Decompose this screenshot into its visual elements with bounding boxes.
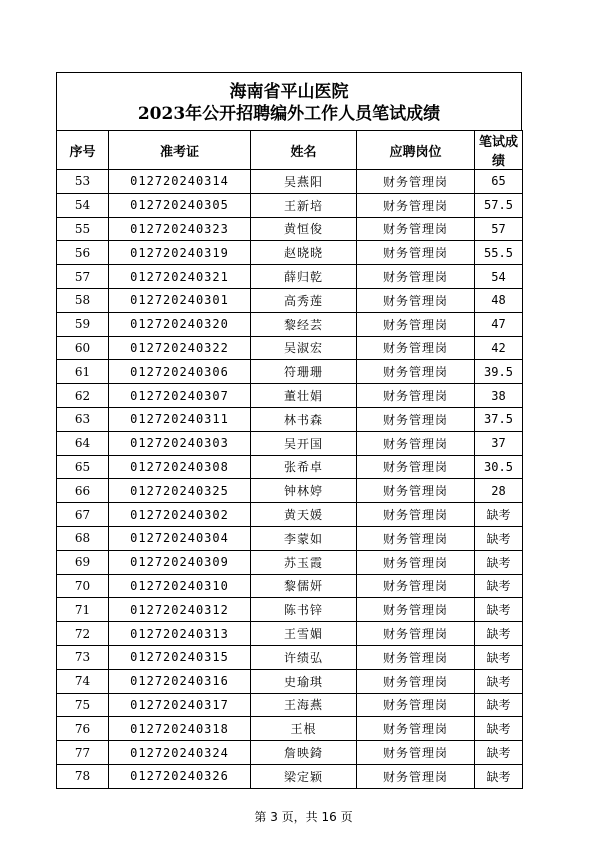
cell-seq: 62 <box>57 384 109 408</box>
table-row <box>57 741 523 765</box>
cell-position: 财务管理岗 <box>357 645 475 669</box>
cell-exam-id: 012720240306 <box>109 360 251 384</box>
cell-score: 缺考 <box>475 598 523 622</box>
cell-score: 缺考 <box>475 503 523 527</box>
cell-name: 史瑜琪 <box>251 669 357 693</box>
table-row <box>57 193 523 217</box>
cell-seq: 67 <box>57 503 109 527</box>
cell-exam-id: 012720240324 <box>109 741 251 765</box>
cell-position: 财务管理岗 <box>357 431 475 455</box>
cell-name: 吴淑宏 <box>251 336 357 360</box>
cell-seq: 70 <box>57 574 109 598</box>
cell-seq: 57 <box>57 265 109 289</box>
cell-position: 财务管理岗 <box>357 193 475 217</box>
cell-score: 47 <box>475 312 523 336</box>
cell-exam-id: 012720240318 <box>109 717 251 741</box>
cell-seq: 60 <box>57 336 109 360</box>
cell-position: 财务管理岗 <box>357 741 475 765</box>
cell-name: 吴开国 <box>251 431 357 455</box>
cell-name: 李蒙如 <box>251 526 357 550</box>
cell-name: 王海燕 <box>251 693 357 717</box>
table-row <box>57 598 523 622</box>
table-row <box>57 241 523 265</box>
cell-position: 财务管理岗 <box>357 574 475 598</box>
cell-score: 39.5 <box>475 360 523 384</box>
cell-score: 42 <box>475 336 523 360</box>
cell-name: 许绩弘 <box>251 645 357 669</box>
cell-seq: 54 <box>57 193 109 217</box>
cell-score: 38 <box>475 384 523 408</box>
cell-position: 财务管理岗 <box>357 526 475 550</box>
cell-seq: 66 <box>57 479 109 503</box>
header-seq: 序号 <box>57 131 109 170</box>
cell-position: 财务管理岗 <box>357 217 475 241</box>
cell-exam-id: 012720240326 <box>109 764 251 788</box>
header-name: 姓名 <box>251 131 357 170</box>
cell-name: 薛归乾 <box>251 265 357 289</box>
table-header-row <box>57 131 523 170</box>
cell-exam-id: 012720240321 <box>109 265 251 289</box>
cell-score: 缺考 <box>475 669 523 693</box>
table-row <box>57 217 523 241</box>
cell-seq: 77 <box>57 741 109 765</box>
cell-exam-id: 012720240308 <box>109 455 251 479</box>
page-number: 第 3 页，共 16 页 <box>254 810 353 824</box>
cell-seq: 59 <box>57 312 109 336</box>
cell-score: 缺考 <box>475 693 523 717</box>
cell-exam-id: 012720240302 <box>109 503 251 527</box>
cell-seq: 72 <box>57 622 109 646</box>
table-row <box>57 336 523 360</box>
cell-name: 林书森 <box>251 407 357 431</box>
cell-position: 财务管理岗 <box>357 288 475 312</box>
cell-position: 财务管理岗 <box>357 407 475 431</box>
cell-position: 财务管理岗 <box>357 455 475 479</box>
cell-name: 赵晓晓 <box>251 241 357 265</box>
table-row <box>57 170 523 194</box>
cell-score: 57 <box>475 217 523 241</box>
table-row <box>57 265 523 289</box>
cell-seq: 75 <box>57 693 109 717</box>
cell-position: 财务管理岗 <box>357 622 475 646</box>
table-row <box>57 479 523 503</box>
table-row <box>57 431 523 455</box>
cell-position: 财务管理岗 <box>357 479 475 503</box>
cell-score: 37.5 <box>475 407 523 431</box>
table-row <box>57 526 523 550</box>
cell-seq: 53 <box>57 170 109 194</box>
table-body <box>57 170 523 789</box>
cell-name: 黄恒俊 <box>251 217 357 241</box>
cell-seq: 76 <box>57 717 109 741</box>
cell-exam-id: 012720240311 <box>109 407 251 431</box>
cell-name: 符珊珊 <box>251 360 357 384</box>
table-row <box>57 550 523 574</box>
cell-seq: 74 <box>57 669 109 693</box>
score-table <box>56 130 523 789</box>
cell-name: 王雪媚 <box>251 622 357 646</box>
table-row <box>57 717 523 741</box>
cell-position: 财务管理岗 <box>357 503 475 527</box>
cell-score: 缺考 <box>475 741 523 765</box>
cell-name: 黎儒妍 <box>251 574 357 598</box>
cell-name: 王根 <box>251 717 357 741</box>
cell-exam-id: 012720240313 <box>109 622 251 646</box>
cell-score: 30.5 <box>475 455 523 479</box>
cell-position: 财务管理岗 <box>357 241 475 265</box>
exam-title: 2023年公开招聘编外工作人员笔试成绩 <box>137 104 441 124</box>
header-exam-id: 准考证 <box>109 131 251 170</box>
cell-score: 57.5 <box>475 193 523 217</box>
cell-exam-id: 012720240325 <box>109 479 251 503</box>
cell-name: 王新培 <box>251 193 357 217</box>
cell-seq: 58 <box>57 288 109 312</box>
cell-name: 梁定颖 <box>251 764 357 788</box>
cell-name: 黎经芸 <box>251 312 357 336</box>
cell-position: 财务管理岗 <box>357 550 475 574</box>
cell-name: 苏玉霞 <box>251 550 357 574</box>
table-row <box>57 288 523 312</box>
cell-score: 缺考 <box>475 764 523 788</box>
cell-score: 65 <box>475 170 523 194</box>
cell-name: 董壮娟 <box>251 384 357 408</box>
cell-score: 缺考 <box>475 574 523 598</box>
cell-exam-id: 012720240305 <box>109 193 251 217</box>
header-position: 应聘岗位 <box>357 131 475 170</box>
cell-seq: 61 <box>57 360 109 384</box>
cell-exam-id: 012720240304 <box>109 526 251 550</box>
cell-exam-id: 012720240312 <box>109 598 251 622</box>
table-row <box>57 693 523 717</box>
cell-name: 高秀莲 <box>251 288 357 312</box>
cell-name: 钟林婷 <box>251 479 357 503</box>
cell-exam-id: 012720240310 <box>109 574 251 598</box>
cell-position: 财务管理岗 <box>357 598 475 622</box>
cell-seq: 69 <box>57 550 109 574</box>
cell-position: 财务管理岗 <box>357 265 475 289</box>
cell-seq: 71 <box>57 598 109 622</box>
table-row <box>57 764 523 788</box>
cell-position: 财务管理岗 <box>357 170 475 194</box>
cell-score: 48 <box>475 288 523 312</box>
table-row <box>57 669 523 693</box>
cell-exam-id: 012720240322 <box>109 336 251 360</box>
cell-position: 财务管理岗 <box>357 384 475 408</box>
cell-exam-id: 012720240307 <box>109 384 251 408</box>
table-row <box>57 312 523 336</box>
cell-seq: 65 <box>57 455 109 479</box>
cell-name: 吴燕阳 <box>251 170 357 194</box>
cell-exam-id: 012720240303 <box>109 431 251 455</box>
cell-score: 28 <box>475 479 523 503</box>
table-row <box>57 455 523 479</box>
cell-name: 詹映錡 <box>251 741 357 765</box>
cell-exam-id: 012720240301 <box>109 288 251 312</box>
cell-position: 财务管理岗 <box>357 669 475 693</box>
table-row <box>57 384 523 408</box>
cell-exam-id: 012720240317 <box>109 693 251 717</box>
cell-exam-id: 012720240314 <box>109 170 251 194</box>
table-row <box>57 360 523 384</box>
table-row <box>57 622 523 646</box>
cell-score: 缺考 <box>475 717 523 741</box>
cell-position: 财务管理岗 <box>357 693 475 717</box>
cell-name: 张希卓 <box>251 455 357 479</box>
cell-position: 财务管理岗 <box>357 360 475 384</box>
cell-name: 黄天媛 <box>251 503 357 527</box>
cell-exam-id: 012720240315 <box>109 645 251 669</box>
cell-score: 55.5 <box>475 241 523 265</box>
cell-score: 54 <box>475 265 523 289</box>
cell-score: 缺考 <box>475 645 523 669</box>
cell-seq: 63 <box>57 407 109 431</box>
cell-score: 缺考 <box>475 550 523 574</box>
cell-score: 缺考 <box>475 526 523 550</box>
table-row <box>57 574 523 598</box>
cell-seq: 78 <box>57 764 109 788</box>
cell-exam-id: 012720240320 <box>109 312 251 336</box>
cell-position: 财务管理岗 <box>357 764 475 788</box>
cell-exam-id: 012720240323 <box>109 217 251 241</box>
table-row <box>57 407 523 431</box>
cell-position: 财务管理岗 <box>357 717 475 741</box>
cell-seq: 56 <box>57 241 109 265</box>
table-row <box>57 645 523 669</box>
cell-position: 财务管理岗 <box>357 336 475 360</box>
cell-seq: 55 <box>57 217 109 241</box>
table-row <box>57 503 523 527</box>
cell-exam-id: 012720240319 <box>109 241 251 265</box>
cell-seq: 73 <box>57 645 109 669</box>
cell-seq: 68 <box>57 526 109 550</box>
title-block <box>56 72 522 130</box>
header-score: 笔试成绩 <box>475 131 523 170</box>
cell-score: 37 <box>475 431 523 455</box>
cell-score: 缺考 <box>475 622 523 646</box>
score-document <box>56 72 522 789</box>
cell-position: 财务管理岗 <box>357 312 475 336</box>
cell-seq: 64 <box>57 431 109 455</box>
hospital-title: 海南省平山医院 <box>229 82 349 102</box>
cell-name: 陈书锌 <box>251 598 357 622</box>
cell-exam-id: 012720240316 <box>109 669 251 693</box>
cell-exam-id: 012720240309 <box>109 550 251 574</box>
